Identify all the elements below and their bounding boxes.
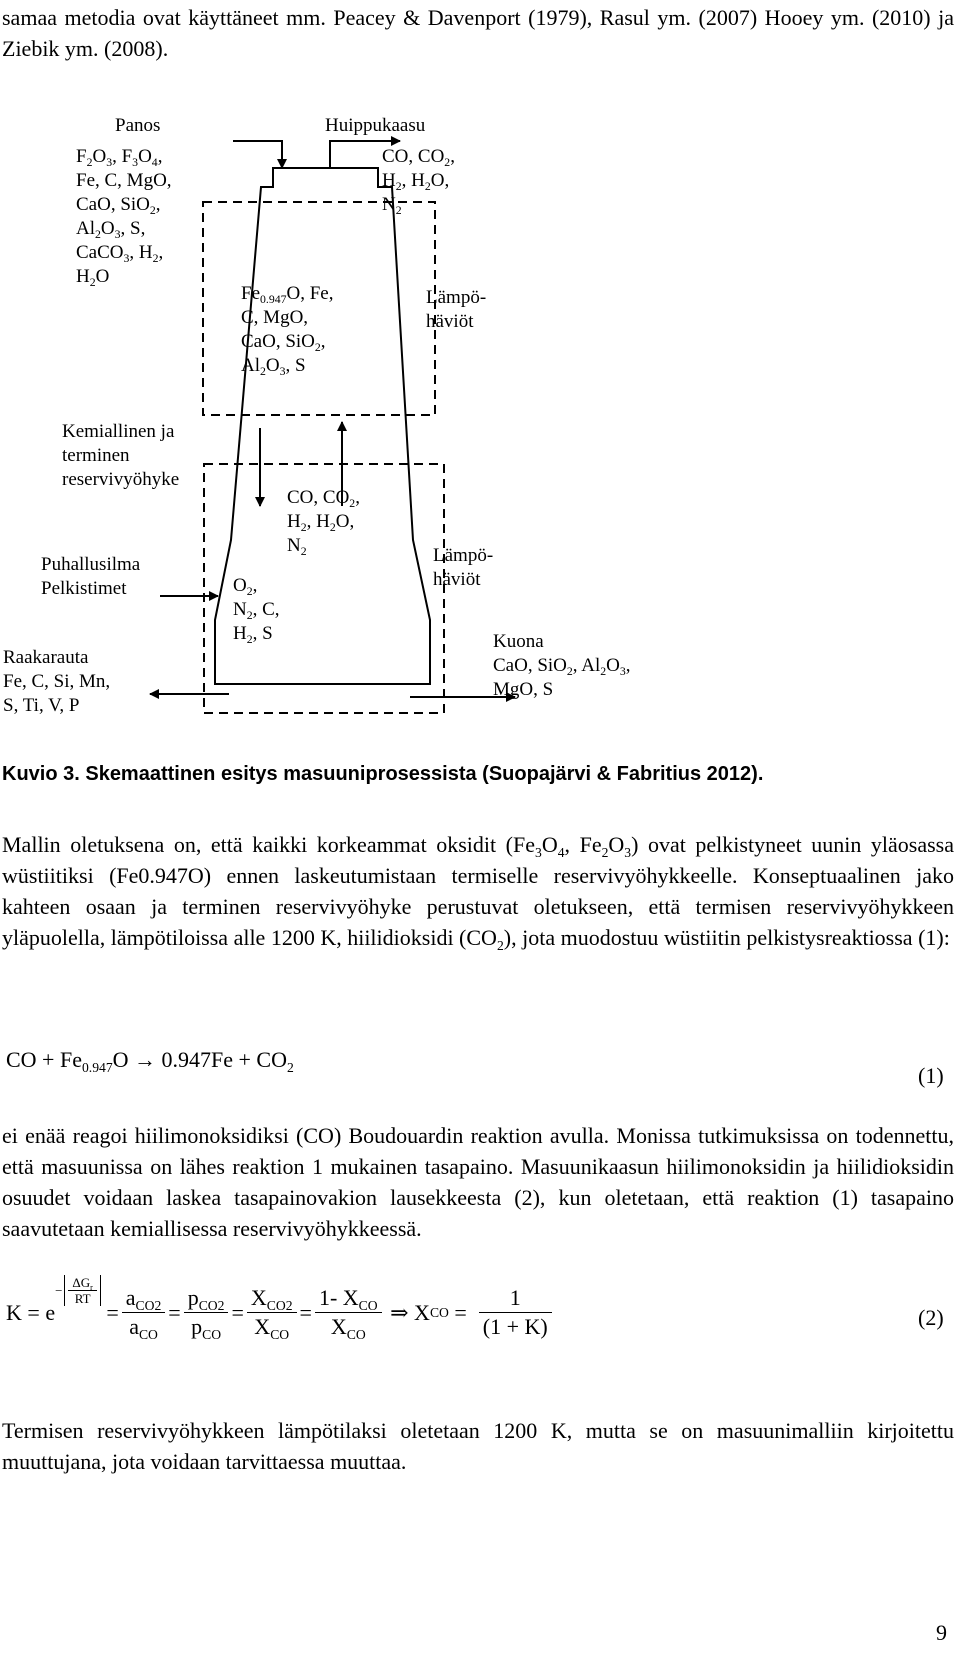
figure-caption: Kuvio 3. Skemaattinen esitys masuuniprosessista (Suopajärvi & Fabritius 2012). xyxy=(2,763,764,785)
charge-arrow xyxy=(233,141,282,168)
paragraph-2: ei enää reagoi hiilimonoksidiksi (CO) Boudouardin reaktion avulla. Monissa tutkimuksissa on todennettu, että masuunissa on lähes reaktion 1 mukainen tasapaino. Masuunikaasun hiilimonoksidin ja hiilidioksidin osuudet voidaan laskea tasapainovakion lausekkeesta (2), kun oletetaan, että reaktion (1) tasapaino saavutetaan kemiallisessa reservivyöhykkeessä. xyxy=(2,1123,954,1241)
equation-2-number: (2) xyxy=(918,1305,944,1330)
label-blast: Puhallusilma Pelkistimet xyxy=(41,554,141,599)
paragraph-1: Mallin oletuksena on, että kaikki korkeammat oksidit ($Fe_3O_4$, $Fe_2O_3$) ovat pelkistyneet uunin yläosassa wüstiitiksi (Fe0.947O) ennen laskeutumistaan termiselle reservivyöhykkeelle. Konseptuaalinen jako kahteen osaan ja terminen reservivyöhyke perustuvat oletukseen, että termisen reservivyöhykkeen yläpuolella, lämpötiloissa alle 1200 K, hiilidioksidi $(CO_2)$, jota muodostuu wüstiitin pelkistysreaktiossa (1): xyxy=(2,832,955,953)
intro-paragraph: samaa metodia ovat käyttäneet mm. Peacey & Davenport (1979), Rasul ym. (2007) Hooey ym. (2010) ja Ziebik ym. (2008). xyxy=(2,5,954,61)
label-reserve-zone: Kemiallinen ja terminen reservivyöhyke xyxy=(62,421,180,490)
equation-1-number: (1) xyxy=(918,1063,944,1088)
label-top-gas-list: CO, $CO_2$, $H_2$, $H_2O$, $N_2$ xyxy=(382,146,455,218)
equation-2: K = e − $\Delta G_r$ RT = $a_{CO2}$ $a_{CO}$ = $p_{CO2}$ $p_{CO}$ = $X_{CO2}$ $X_{CO}$ = 1- $X_{CO}$ $X_{CO}$ ⇒ X CO = $\frac{1}{(1 + K)}$ xyxy=(6,1284,555,1341)
blast-furnace-diagram xyxy=(0,0,960,740)
equation-1: CO + $Fe_{0.947}O \to 0.947Fe + CO_2$ xyxy=(6,1047,294,1075)
label-mid-gas: CO, $CO_2$, $H_2$, $H_2O$, $N_2$ xyxy=(287,487,360,559)
label-hot-metal: Raakarauta Fe, C, Si, Mn, S, Ti, V, P xyxy=(3,647,111,716)
label-heat-loss-bottom: Lämpö- häviöt xyxy=(433,545,494,590)
exponent: − $\Delta G_r$ RT xyxy=(55,1275,101,1306)
label-panos: Panos xyxy=(115,115,161,136)
label-upper-solids: $Fe_{0.947}O$, Fe, C, MgO, CaO, SiO$_2$, $Al_2O_3$, S xyxy=(241,283,334,379)
label-huippukaasu: Huippukaasu xyxy=(325,115,426,136)
label-heat-loss-top: Lämpö- häviöt xyxy=(426,287,487,332)
label-slag: Kuona CaO, SiO$_2$, $Al_2O_3$, MgO, S xyxy=(493,631,631,700)
paragraph-3: Termisen reservivyöhykkeen lämpötilaksi oletetaan 1200 K, mutta se on masuunimalliin kirjoitettu muuttujana, jota voidaan tarvittaessa muuttaa. xyxy=(2,1418,954,1474)
page-number: 9 xyxy=(936,1620,947,1645)
label-charge-list: $F_2O_3$, $F_3O_4$, Fe, C, MgO, CaO, SiO$_2$, $Al_2O_3$, S, CaCO$_3$, $H_2$, $H_2O$ xyxy=(76,146,172,290)
label-lower-gas: $O_2$, $N_2$, C, $H_2$, S xyxy=(233,575,280,647)
